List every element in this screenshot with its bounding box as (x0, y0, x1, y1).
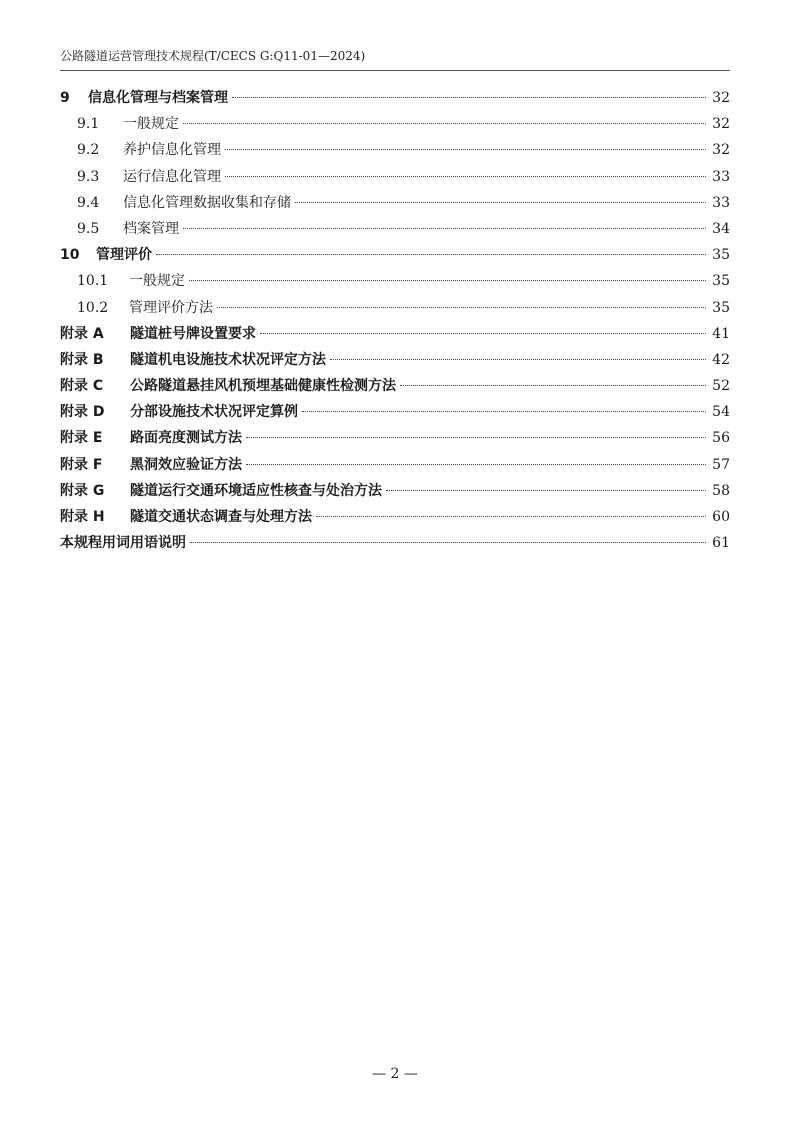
toc-entry-page: 33 (712, 168, 730, 185)
table-of-contents (60, 85, 730, 556)
toc-entry-number: 附录 A (60, 325, 104, 342)
page-number: — 2 — (372, 1066, 418, 1082)
toc-entry-page: 41 (712, 325, 730, 342)
toc-entry-title: 隧道桩号牌设置要求 (130, 325, 256, 342)
toc-entry-terminology[interactable] (60, 530, 730, 556)
toc-entry-page: 35 (712, 299, 730, 316)
toc-entry-title: 路面亮度测试方法 (130, 430, 242, 447)
toc-entry-appendix-g[interactable] (60, 478, 730, 504)
toc-entry-title: 公路隧道悬挂风机预埋基础健康性检测方法 (130, 378, 396, 395)
toc-entry-number: 附录 G (60, 482, 105, 499)
toc-entry-page: 35 (712, 247, 730, 264)
dot-leader (295, 202, 706, 203)
toc-entry-page: 57 (712, 456, 730, 473)
toc-entry-title: 分部设施技术状况评定算例 (130, 404, 298, 421)
dot-leader (225, 176, 706, 177)
dot-leader (246, 464, 706, 465)
header-rule (60, 70, 730, 71)
toc-entry-title: 一般规定 (129, 273, 185, 290)
dot-leader (190, 542, 706, 543)
toc-entry-appendix-d[interactable] (60, 399, 730, 425)
toc-entry-page: 33 (712, 194, 730, 211)
toc-entry-chapter-9[interactable] (60, 85, 730, 111)
toc-entry-number: 附录 D (60, 404, 105, 421)
toc-entry-page: 42 (712, 351, 730, 368)
toc-entry-page: 35 (712, 273, 730, 290)
toc-entry-9-3[interactable] (60, 164, 730, 190)
toc-entry-number: 9.1 (77, 116, 100, 133)
toc-entry-9-4[interactable] (60, 190, 730, 216)
toc-entry-page: 60 (712, 509, 730, 525)
toc-entry-title: 信息化管理与档案管理 (88, 90, 228, 106)
dot-leader (260, 333, 706, 334)
toc-entry-10-1[interactable] (60, 268, 730, 294)
toc-entry-title: 管理评价 (96, 247, 152, 264)
toc-entry-title: 运行信息化管理 (123, 168, 221, 185)
dot-leader (316, 516, 706, 517)
toc-entry-number: 附录 F (60, 456, 103, 473)
toc-entry-number: 10 (60, 247, 80, 264)
dot-leader (330, 359, 706, 360)
dot-leader (156, 254, 706, 255)
toc-entry-appendix-f[interactable] (60, 452, 730, 478)
dot-leader (183, 228, 706, 229)
toc-entry-page: 58 (712, 482, 730, 499)
toc-entry-number: 9.3 (77, 168, 100, 185)
toc-entry-page: 52 (712, 378, 730, 395)
toc-entry-page: 56 (712, 430, 730, 447)
toc-entry-9-2[interactable] (60, 137, 730, 163)
toc-entry-page: 32 (712, 116, 730, 133)
dot-leader (400, 385, 706, 386)
toc-entry-appendix-c[interactable] (60, 373, 730, 399)
toc-entry-9-1[interactable] (60, 111, 730, 137)
toc-entry-number: 9 (60, 90, 70, 106)
toc-entry-title: 隧道交通状态调查与处理方法 (130, 509, 312, 525)
toc-entry-appendix-a[interactable] (60, 321, 730, 347)
dot-leader (302, 411, 706, 412)
running-header: 公路隧道运营管理技术规程(T/CECS G:Q11-01—2024) (60, 49, 366, 63)
toc-entry-number: 9.5 (77, 220, 100, 237)
dot-leader (232, 97, 706, 98)
toc-entry-number: 10.1 (77, 273, 109, 290)
toc-entry-appendix-b[interactable] (60, 347, 730, 373)
toc-entry-number: 9.4 (77, 194, 100, 211)
toc-entry-number: 10.2 (77, 299, 109, 316)
dot-leader (189, 280, 706, 281)
toc-entry-page: 34 (712, 220, 730, 237)
toc-entry-chapter-10[interactable] (60, 242, 730, 268)
toc-entry-title: 隧道机电设施技术状况评定方法 (130, 351, 326, 368)
toc-entry-appendix-e[interactable] (60, 425, 730, 451)
toc-entry-title: 管理评价方法 (129, 299, 213, 316)
toc-entry-10-2[interactable] (60, 295, 730, 321)
toc-entry-9-5[interactable] (60, 216, 730, 242)
dot-leader (217, 307, 706, 308)
toc-entry-page: 32 (712, 142, 730, 159)
toc-entry-page: 61 (712, 535, 730, 552)
toc-entry-title: 本规程用词用语说明 (60, 535, 186, 552)
toc-entry-number: 9.2 (77, 142, 100, 159)
toc-entry-page: 54 (712, 404, 730, 421)
dot-leader (386, 490, 706, 491)
dot-leader (183, 123, 706, 124)
toc-entry-page: 32 (712, 90, 730, 106)
toc-entry-title: 信息化管理数据收集和存储 (123, 194, 291, 211)
toc-entry-number: 附录 B (60, 351, 104, 368)
toc-entry-number: 附录 H (60, 509, 105, 525)
toc-entry-number: 附录 C (60, 378, 104, 395)
toc-entry-title: 养护信息化管理 (123, 142, 221, 159)
toc-entry-title: 一般规定 (123, 116, 179, 133)
toc-entry-appendix-h[interactable] (60, 504, 730, 530)
dot-leader (225, 149, 706, 150)
dot-leader (246, 437, 706, 438)
toc-entry-title: 隧道运行交通环境适应性核查与处治方法 (130, 482, 382, 499)
toc-entry-title: 黑洞效应验证方法 (130, 456, 242, 473)
toc-entry-number: 附录 E (60, 430, 103, 447)
toc-entry-title: 档案管理 (123, 220, 179, 237)
